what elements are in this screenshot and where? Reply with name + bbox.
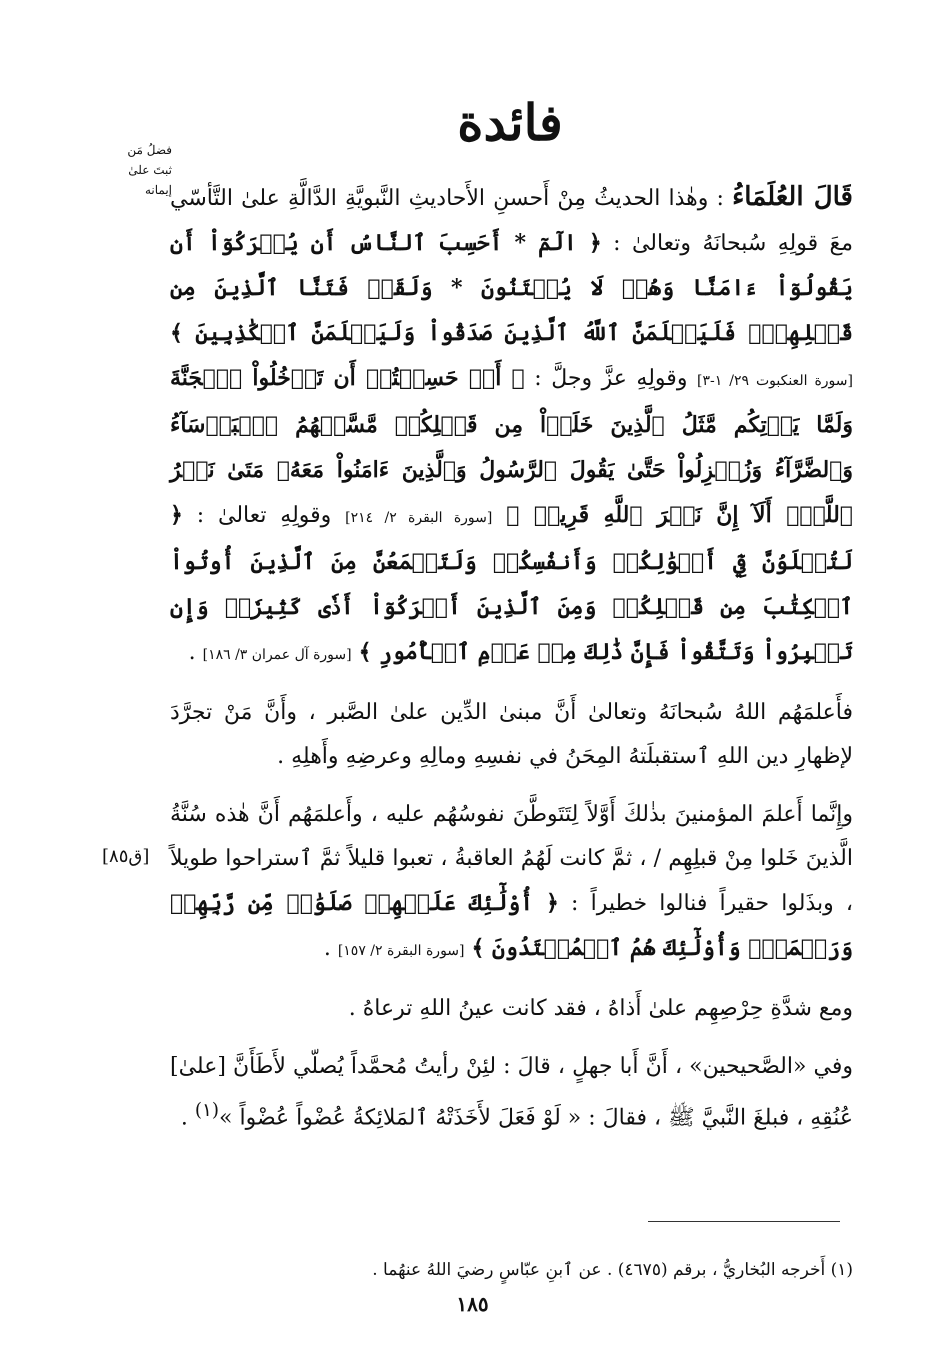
citation: [سورة العنكبوت ٢٩/ ١-٣]	[696, 373, 853, 389]
text-segment: وقولِهِ عزَّ وجلَّ :	[524, 366, 697, 391]
margin-note: فضلُ مَن ثبتَ علىٰ إيمانه	[127, 143, 172, 197]
footnote-divider	[648, 1221, 840, 1222]
main-text	[170, 175, 853, 1154]
paragraph-2: فأَعلمَهُم اللهُ سُبحانَهُ وتعالىٰ أَنَّ مبنىٰ الدِّين علىٰ الصَّبر ، وأَنَّ مَنْ تجرَّدَ لإظهارِ دين اللهِ ٱستقبلَتهُ المِحَنُ في نفسِهِ ومالِهِ وعرضِهِ وأَهلِهِ .	[170, 700, 853, 769]
paragraph-3	[170, 793, 853, 973]
citation: [سورة البقرة ٢/ ٢١٤]	[345, 510, 493, 526]
quran-verse: ﴿ لَتُبۡلَوُنَّ فِيٓ أَمۡوَٰلِكُمۡ وَأَنفُسِكُمۡ وَلَتَسۡمَعُنَّ مِنَ ٱلَّذِينَ أُوتُواْ ٱلۡكِتَٰبَ مِن قَبۡلِكُمۡ وَمِنَ ٱلَّذِينَ أَشۡرَكُوٓاْ أَذٗى كَثِيرٗاۚ وَإِن تَصۡبِرُواْ وَتَتَّقُواْ فَإِنَّ ذَٰلِكَ مِنۡ عَزۡمِ ٱلۡأُمُورِ ﴾	[170, 502, 853, 665]
quran-verse: ﴿ أَمۡ حَسِبۡتُمۡ أَن تَدۡخُلُواْ ٱلۡجَنَّةَ وَلَمَّا يَأۡتِكُم مَّثَلُ ٱلَّذِينَ خَلَوۡاْ مِن قَبۡلِكُمۖ مَّسَّتۡهُمُ ٱلۡبَأۡسَآءُ وَٱلضَّرَّآءُ وَزُلۡزِلُواْ حَتَّىٰ يَقُولَ ٱلرَّسُولُ وَٱلَّذِينَ ءَامَنُواْ مَعَهُۥ مَتَىٰ نَصۡرُ ٱللَّهِۗ أَلَآ إِنَّ نَصۡرَ ٱللَّهِ قَرِيبٞ ﴾	[170, 365, 853, 528]
paragraph-1	[170, 175, 853, 677]
lead-word: قَالَ العُلَمَاءُ	[732, 182, 853, 212]
text-segment: : وهٰذا الحديثُ مِنْ أَحسنِ الأَحاديثِ النَّبويَّةِ الدَّالَّةِ علىٰ التَّأسّي معَ قولِهِ سُبحانَهُ وتعالىٰ :	[170, 186, 854, 256]
text-segment: .	[188, 640, 203, 665]
citation: [سورة البقرة ٢/ ١٥٧]	[337, 943, 465, 959]
text-segment: .	[180, 1105, 195, 1131]
text-segment: وقولِهِ تعالىٰ :	[182, 503, 346, 528]
paragraph-4: ومع شدَّةِ حِرْصِهِم علىٰ أَذاهُ ، فقد كانت عينُ اللهِ ترعاهُ .	[348, 996, 853, 1021]
paragraph-5	[170, 1045, 853, 1140]
text-segment: .	[323, 936, 338, 961]
page-number: ١٨٥	[456, 1292, 489, 1316]
manuscript-page-ref: [ق٨٥]	[102, 846, 150, 867]
footnote-marker: (١)	[194, 1100, 220, 1121]
page-heading: فائدة	[457, 93, 563, 152]
quran-verse: ﴿ أُوْلَٰٓئِكَ عَلَيۡهِمۡ صَلَوَٰتٞ مِّن رَّبِّهِمۡ وَرَحۡمَةٞۖ وَأُوْلَٰٓئِكَ هُمُ ٱلۡمُهۡتَدُونَ ﴾	[170, 890, 853, 961]
text-segment: وفي «الصَّحيحين» ، أَنَّ أَبا جهلٍ ، قالَ : لئِنْ رأيتُ مُحمَّداً يُصلّي لأَطَأَنَّ [علىٰ] عُنُقِهِ ، فبلغَ النَّبيَّ ﷺ ، فقالَ : « لَوْ فَعَلَ لأَخَذَتْهُ ٱلمَلائِكةُ عُضْواً عُضْواً »	[170, 1054, 853, 1131]
text-segment: وإِنَّما أَعلمَ المؤمنينَ بذٰلكَ أَوَّلاً لِتَتَوطَّنَ نفوسُهُم عليه ، وأَعلمَهُم أَنَّ هٰذه سُنَّةُ الَّذينَ خَلوا مِنْ قبلِهِم / ، ثمَّ كانت لَهُمُ العاقبةُ ، تعبوا قليلاً ثمَّ ٱستراحوا طويلاً ، وبذَلوا حقيراً فنالوا خطيراً :	[170, 802, 853, 916]
quran-verse: ﴿ الٓمٓ * أَحَسِبَ ٱلنَّاسُ أَن يُتۡرَكُوٓاْ أَن يَقُولُوٓاْ ءَامَنَّا وَهُمۡ لَا يُفۡتَنُونَ * وَلَقَدۡ فَتَنَّا ٱلَّذِينَ مِن قَبۡلِهِمۡۖ فَلَيَعۡلَمَنَّ ٱللَّهُ ٱلَّذِينَ صَدَقُواْ وَلَيَعۡلَمَنَّ ٱلۡكَٰذِبِينَ ﴾	[170, 230, 853, 346]
citation: [سورة آل عمران ٣/ ١٨٦]	[202, 647, 352, 663]
footnote: (١) أَخرجه البُخاريُّ ، برقم (٤٦٧٥) . عن ٱبنِ عبّاسٍ رضيَ اللهُ عنهُما .	[372, 1260, 853, 1280]
